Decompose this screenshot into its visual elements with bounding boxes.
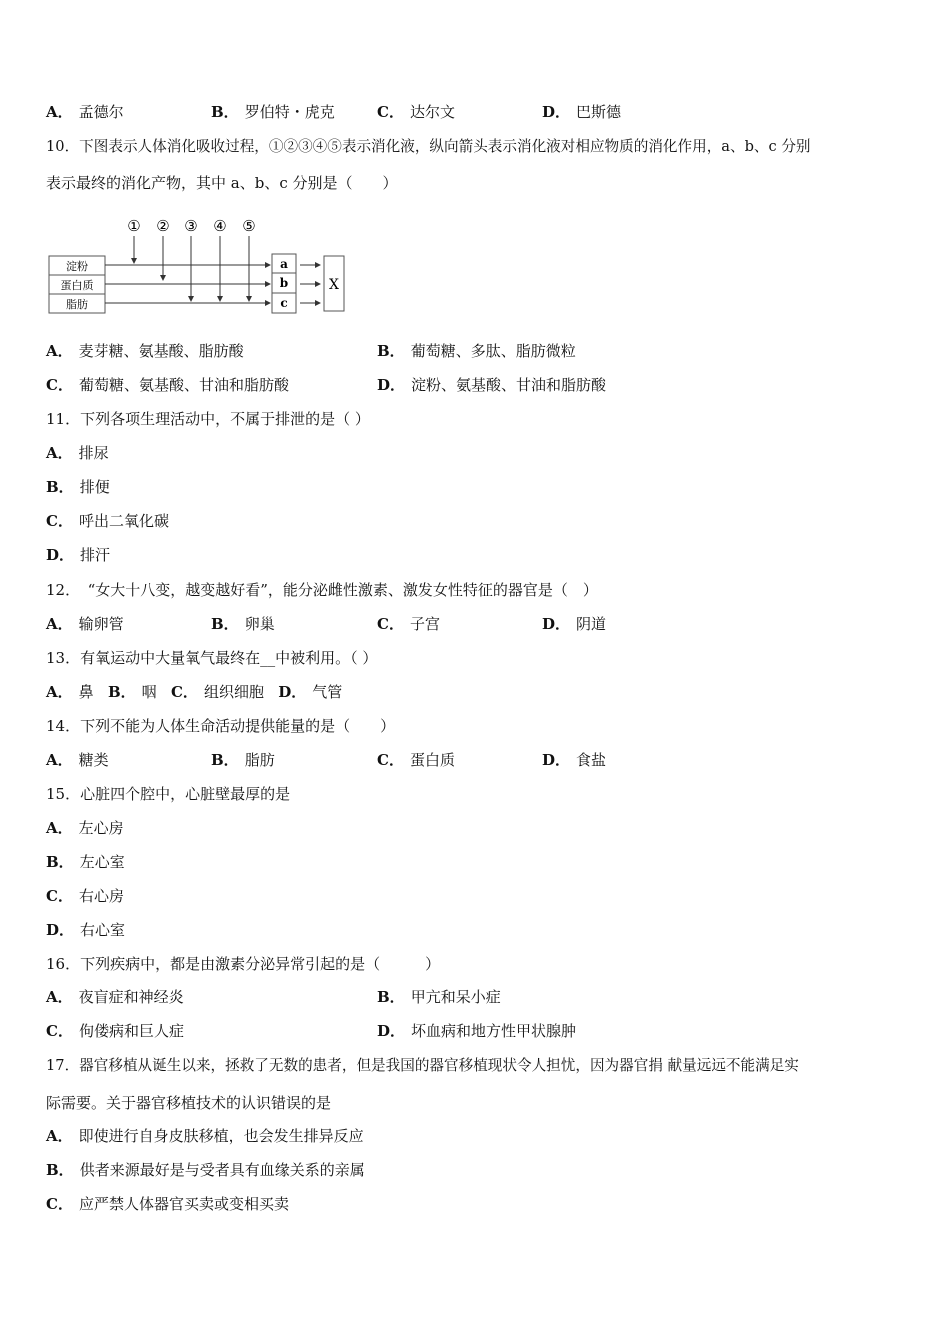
product-b: b [279, 276, 289, 290]
q16-option-b: B． 甲亢和呆小症 [377, 988, 501, 1006]
q10-option-d: D． 淀粉、氨基酸、甘油和脂肪酸 [377, 376, 607, 394]
substance-protein: 蛋白质 [60, 279, 94, 292]
q12-option-a: A． 输卵管 [46, 615, 124, 633]
q14-option-a: A． 糖类 [46, 751, 109, 769]
q14-option-b: B． 脂肪 [211, 751, 275, 769]
q11-option-a: A． 排尿 [46, 444, 109, 462]
q9-option-b: B． 罗伯特・虎克 [211, 103, 335, 121]
q12-option-d: D． 阴道 [542, 615, 607, 633]
q13-options: A． 鼻 B． 咽 C． 组织细胞 D． 气管 [46, 683, 343, 701]
juice-1-label: ① [127, 217, 141, 235]
q14-option-d: D． 食盐 [542, 751, 607, 769]
q16-option-a: A． 夜盲症和神经炎 [46, 988, 184, 1006]
q16-stem: 16．下列疾病中，都是由激素分泌异常引起的是（ ） [46, 955, 441, 973]
q12-stem: 12． “女大十八变，越变越好看”，能分泌雌性激素、激发女性特征的器官是（ ） [46, 581, 598, 599]
q15-option-d: D． 右心室 [46, 921, 126, 939]
q17-stem-line1: 17．器官移植从诞生以来，拯救了无数的患者，但是我国的器官移植现状令人担忧，因为器官捐 献量远远不能满足实 [46, 1057, 799, 1074]
q15-stem: 15．心脏四个腔中，心脏壁最厚的是 [46, 785, 291, 803]
q10-stem-line1: 10．下图表示人体消化吸收过程，①②③④⑤表示消化液，纵向箭头表示消化液对相应物质的消化作用，a、b、c 分别 [46, 138, 811, 155]
q10-option-c: C． 葡萄糖、氨基酸、甘油和脂肪酸 [46, 376, 289, 394]
q13-stem: 13．有氧运动中大量氧气最终在__中被利用。（ ） [46, 649, 378, 667]
q11-stem: 11．下列各项生理活动中，不属于排泄的是（ ） [46, 410, 370, 428]
q10-digestion-diagram [46, 214, 356, 318]
q10-option-a: A． 麦芽糖、氨基酸、脂肪酸 [46, 342, 244, 360]
q17-option-a: A． 即使进行自身皮肤移植，也会发生排异反应 [46, 1127, 364, 1145]
substance-fat: 脂肪 [66, 298, 88, 311]
q14-option-c: C． 蛋白质 [377, 751, 455, 769]
q16-option-c: C． 佝偻病和巨人症 [46, 1022, 184, 1040]
substance-starch: 淀粉 [66, 260, 88, 273]
q9-option-c: C． 达尔文 [377, 103, 455, 121]
juice-2-label: ② [156, 217, 170, 235]
q12-option-b: B． 卵巢 [211, 615, 275, 633]
q15-option-a: A． 左心房 [46, 819, 124, 837]
juice-5-label: ⑤ [242, 217, 256, 235]
q10-stem-line2: 表示最终的消化产物，其中 a、b、c 分别是（ ） [46, 174, 398, 192]
q9-option-d: D． 巴斯德 [542, 103, 622, 121]
product-a: a [280, 257, 288, 271]
q11-option-b: B． 排便 [46, 478, 110, 496]
q15-option-c: C． 右心房 [46, 887, 124, 905]
q17-stem-line2: 际需要。关于器官移植技术的认识错误的是 [46, 1094, 332, 1112]
q16-option-d: D． 坏血病和地方性甲状腺肿 [377, 1022, 577, 1040]
q11-option-d: D． 排汗 [46, 546, 111, 564]
q14-stem: 14．下列不能为人体生命活动提供能量的是（ ） [46, 717, 396, 735]
q17-option-c: C． 应严禁人体器官买卖或变相买卖 [46, 1195, 289, 1213]
absorption-label: X [329, 277, 339, 293]
q17-option-b: B． 供者来源最好是与受者具有血缘关系的亲属 [46, 1161, 365, 1179]
juice-3-label: ③ [184, 217, 198, 235]
q10-option-b: B． 葡萄糖、多肽、脂肪微粒 [377, 342, 576, 360]
q11-option-c: C． 呼出二氧化碳 [46, 512, 169, 530]
q9-option-a: A． 孟德尔 [46, 103, 124, 121]
juice-4-label: ④ [213, 217, 227, 235]
product-c: c [280, 296, 288, 310]
q15-option-b: B． 左心室 [46, 853, 125, 871]
q12-option-c: C． 子宫 [377, 615, 440, 633]
